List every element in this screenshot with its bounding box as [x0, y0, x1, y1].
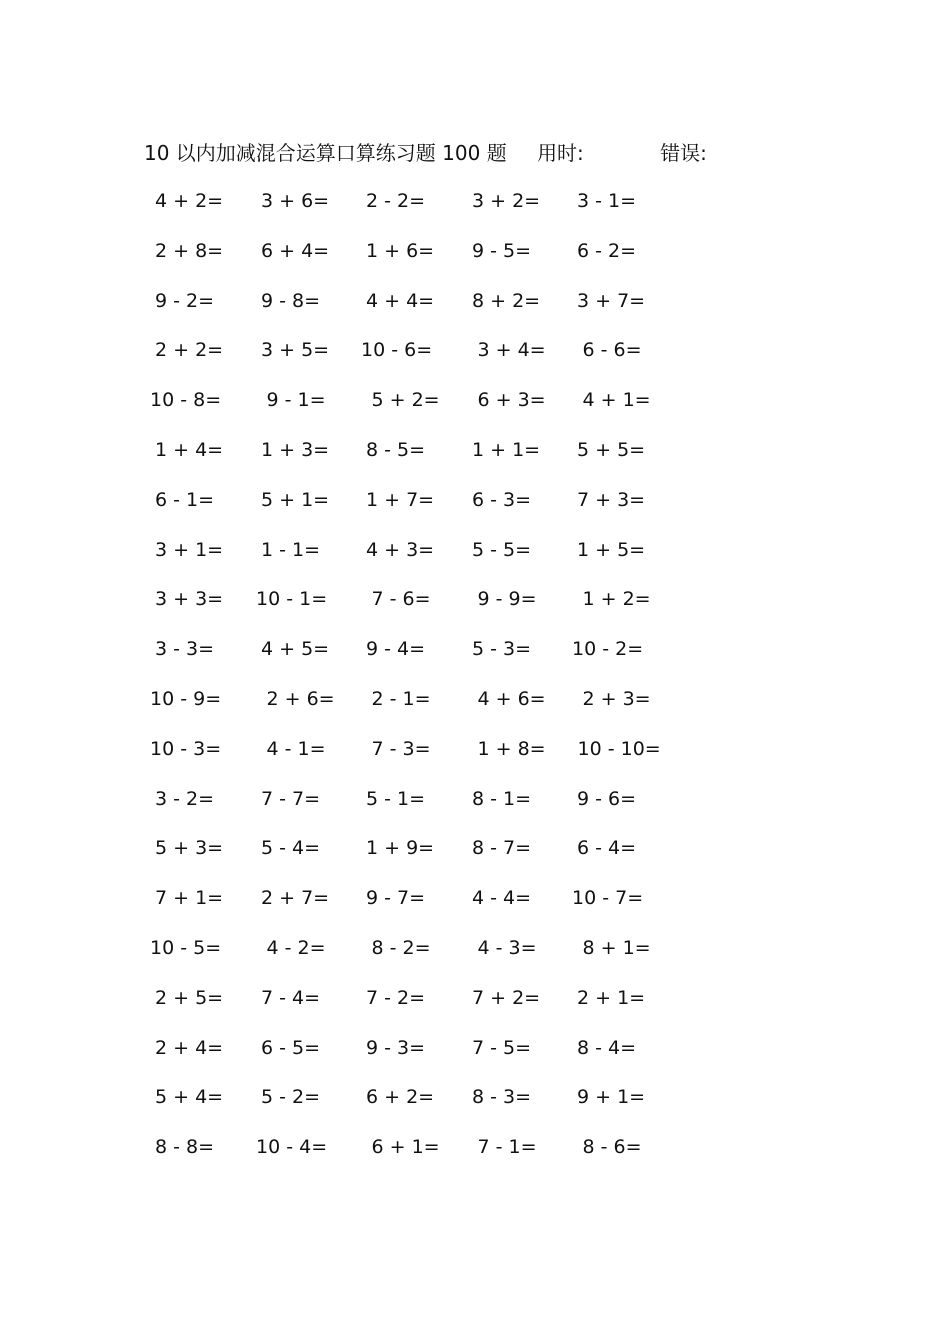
- problem-cell: 6 - 6=: [582, 339, 642, 362]
- problem-cell: 1 + 7=: [366, 488, 435, 511]
- problem-cell: 4 + 6=: [477, 688, 546, 710]
- problem-cell: 2 + 7=: [261, 887, 330, 910]
- problem-cell: 3 + 7=: [577, 289, 646, 312]
- problem-cell: 10 - 1=: [256, 588, 328, 611]
- problem-cell: 8 - 5=: [366, 439, 426, 461]
- problem-cell: 4 + 1=: [582, 389, 651, 412]
- problem-cell: 9 - 3=: [366, 1036, 426, 1059]
- problem-cell: 7 - 2=: [366, 986, 426, 1009]
- problem-row: [0, 535, 950, 565]
- problem-cell: 3 + 4=: [477, 339, 546, 362]
- problem-cell: 8 - 3=: [472, 1086, 532, 1109]
- problem-cell: 2 - 2=: [366, 190, 426, 212]
- problem-cell: 7 - 1=: [477, 1136, 537, 1159]
- problem-cell: 8 - 7=: [472, 837, 532, 860]
- problem-row: [0, 236, 950, 266]
- problem-cell: 8 - 6=: [582, 1136, 642, 1159]
- problem-cell: 5 + 3=: [155, 837, 224, 860]
- problem-cell: 1 + 3=: [261, 439, 330, 461]
- problem-cell: 5 + 1=: [261, 488, 330, 511]
- problem-cell: 6 - 3=: [472, 488, 532, 511]
- problem-cell: 8 - 2=: [371, 937, 431, 959]
- problem-cell: 5 + 5=: [577, 439, 646, 461]
- problem-row: [0, 435, 950, 465]
- worksheet-title: 10 以内加减混合运算口算练习题 100 题: [144, 141, 507, 165]
- problem-cell: 9 - 2=: [155, 289, 215, 312]
- problem-row: [0, 385, 950, 415]
- problem-cell: 5 - 4=: [261, 837, 321, 860]
- problem-cell: 8 + 1=: [582, 937, 651, 959]
- problem-cell: 6 - 5=: [261, 1036, 321, 1059]
- problem-row: [0, 286, 950, 316]
- problem-row: [0, 784, 950, 814]
- problem-cell: 1 + 2=: [582, 588, 651, 611]
- problem-cell: 6 - 1=: [155, 488, 215, 511]
- problem-cell: 9 - 1=: [266, 389, 326, 412]
- problem-cell: 4 - 4=: [472, 887, 532, 910]
- problem-cell: 1 - 1=: [261, 538, 321, 561]
- problem-cell: 3 + 3=: [155, 588, 224, 611]
- problem-row: [0, 186, 950, 216]
- problem-cell: 2 - 1=: [371, 688, 431, 710]
- problem-cell: 10 - 4=: [256, 1136, 328, 1159]
- problem-cell: 1 + 8=: [477, 737, 546, 760]
- problem-cell: 1 + 1=: [472, 439, 541, 461]
- problem-cell: 4 + 5=: [261, 638, 330, 661]
- problem-cell: 3 - 3=: [155, 638, 215, 661]
- problem-cell: 7 + 2=: [472, 986, 541, 1009]
- problem-cell: 6 - 2=: [577, 239, 637, 262]
- problem-cell: 5 - 1=: [366, 787, 426, 810]
- problem-cell: 2 + 3=: [582, 688, 651, 710]
- problem-cell: 6 + 2=: [366, 1086, 435, 1109]
- problem-cell: 6 + 1=: [371, 1136, 440, 1159]
- problem-cell: 10 - 9=: [150, 688, 222, 710]
- problem-cell: 3 + 2=: [472, 190, 541, 212]
- worksheet-header: [144, 137, 707, 166]
- problem-cell: 3 + 6=: [261, 190, 330, 212]
- problem-cell: 7 + 3=: [577, 488, 646, 511]
- problem-row: [0, 833, 950, 863]
- problem-cell: 1 + 5=: [577, 538, 646, 561]
- problem-cell: 10 - 10=: [577, 737, 661, 760]
- problem-cell: 9 - 6=: [577, 787, 637, 810]
- problem-row: [0, 684, 950, 714]
- problem-row: [0, 883, 950, 913]
- problem-cell: 4 + 2=: [155, 190, 224, 212]
- problem-cell: 3 - 1=: [577, 190, 637, 212]
- problem-cell: 3 + 1=: [155, 538, 224, 561]
- problem-cell: 8 - 8=: [155, 1136, 215, 1159]
- problem-row: [0, 1033, 950, 1063]
- problem-cell: 9 - 9=: [477, 588, 537, 611]
- problem-cell: 9 - 7=: [366, 887, 426, 910]
- problem-cell: 5 - 2=: [261, 1086, 321, 1109]
- problem-row: [0, 1082, 950, 1112]
- problem-cell: 3 - 2=: [155, 787, 215, 810]
- problem-row: [0, 335, 950, 365]
- problem-cell: 5 + 4=: [155, 1086, 224, 1109]
- problem-cell: 7 + 1=: [155, 887, 224, 910]
- problem-cell: 10 - 6=: [361, 339, 433, 362]
- problem-cell: 2 + 1=: [577, 986, 646, 1009]
- problem-cell: 2 + 6=: [266, 688, 335, 710]
- problem-cell: 4 + 3=: [366, 538, 435, 561]
- error-label: 错误:: [660, 141, 707, 165]
- problem-cell: 1 + 4=: [155, 439, 224, 461]
- problem-cell: 10 - 5=: [150, 937, 222, 959]
- problem-cell: 5 + 2=: [371, 389, 440, 412]
- problem-row: [0, 584, 950, 614]
- problem-cell: 7 - 4=: [261, 986, 321, 1009]
- problem-cell: 10 - 2=: [572, 638, 644, 661]
- problem-cell: 5 - 3=: [472, 638, 532, 661]
- time-label: 用时:: [537, 141, 584, 165]
- problem-row: [0, 1132, 950, 1162]
- problem-cell: 1 + 6=: [366, 239, 435, 262]
- problem-cell: 4 - 1=: [266, 737, 326, 760]
- problem-cell: 9 - 5=: [472, 239, 532, 262]
- problem-cell: 7 - 7=: [261, 787, 321, 810]
- problem-cell: 10 - 7=: [572, 887, 644, 910]
- problem-cell: 2 + 5=: [155, 986, 224, 1009]
- problem-cell: 6 - 4=: [577, 837, 637, 860]
- problem-cell: 4 - 2=: [266, 937, 326, 959]
- problem-cell: 4 + 4=: [366, 289, 435, 312]
- problem-cell: 10 - 3=: [150, 737, 222, 760]
- problem-cell: 8 - 1=: [472, 787, 532, 810]
- problem-cell: 1 + 9=: [366, 837, 435, 860]
- problem-cell: 5 - 5=: [472, 538, 532, 561]
- problem-row: [0, 634, 950, 664]
- problem-cell: 7 - 3=: [371, 737, 431, 760]
- problem-row: [0, 933, 950, 963]
- problem-row: [0, 485, 950, 515]
- problem-cell: 10 - 8=: [150, 389, 222, 412]
- problem-cell: 6 + 4=: [261, 239, 330, 262]
- problem-cell: 2 + 8=: [155, 239, 224, 262]
- problem-cell: 9 - 4=: [366, 638, 426, 661]
- problem-cell: 2 + 4=: [155, 1036, 224, 1059]
- problem-cell: 3 + 5=: [261, 339, 330, 362]
- problem-cell: 7 - 5=: [472, 1036, 532, 1059]
- problem-cell: 2 + 2=: [155, 339, 224, 362]
- problem-cell: 9 - 8=: [261, 289, 321, 312]
- problem-row: [0, 734, 950, 764]
- problem-cell: 6 + 3=: [477, 389, 546, 412]
- problem-row: [0, 983, 950, 1013]
- problem-cell: 9 + 1=: [577, 1086, 646, 1109]
- problem-cell: 7 - 6=: [371, 588, 431, 611]
- problem-cell: 4 - 3=: [477, 937, 537, 959]
- problem-cell: 8 + 2=: [472, 289, 541, 312]
- problem-cell: 8 - 4=: [577, 1036, 637, 1059]
